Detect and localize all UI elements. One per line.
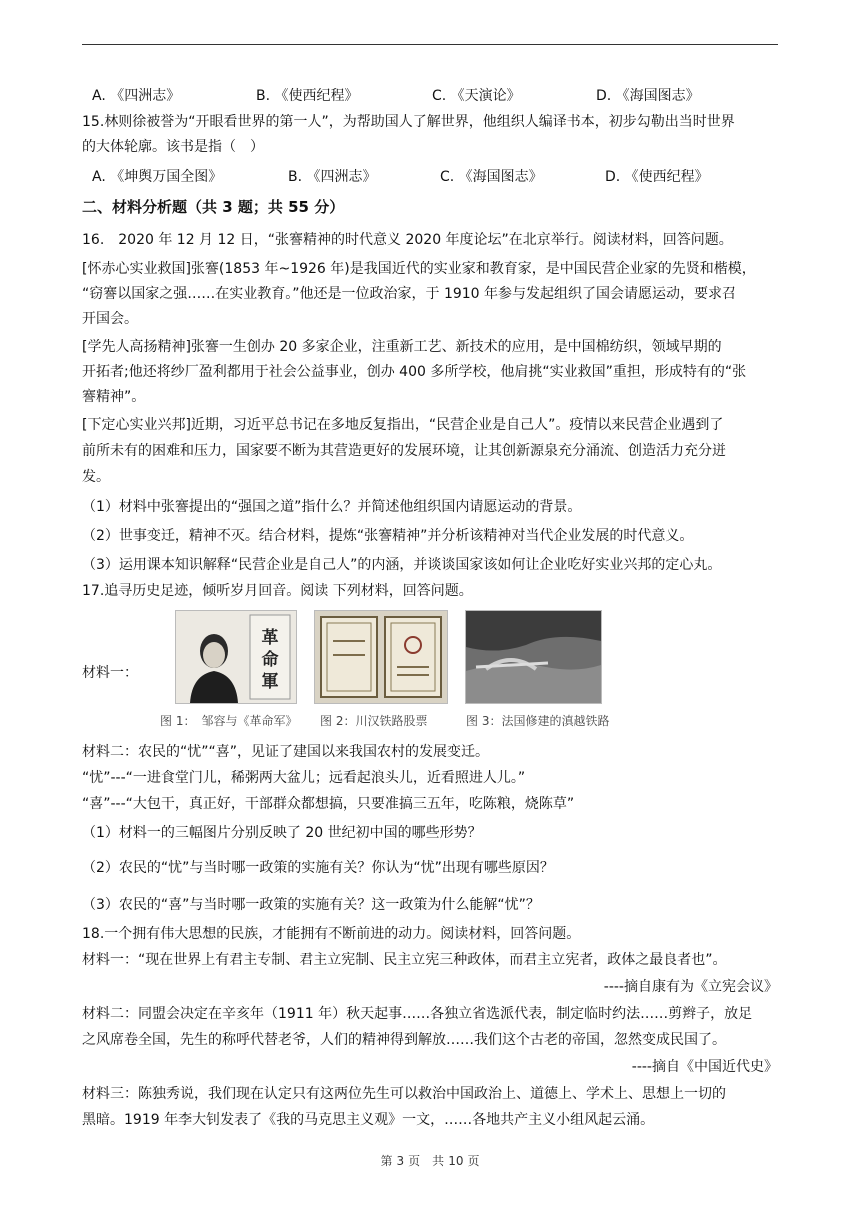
- footer-suffix: 页: [467, 1154, 480, 1168]
- q16-line: 前所未有的困难和压力，国家要不断为其营造更好的发展环境，让其创新源泉充分涌流、创造活力充分迸: [82, 443, 726, 459]
- stock-certificate-image: [315, 611, 447, 703]
- q16-question-2: （2）世事变迁，精神不灭。结合材料，提炼“张謇精神”并分析该精神对当代企业发展的时代意义。: [82, 528, 694, 544]
- figure-1-caption: 图 1： 邹容与《革命军》: [160, 714, 298, 728]
- page-number: 3: [396, 1154, 405, 1168]
- q18-material-2-line-2: 之风席卷全国，先生的称呼代替老爷，人们的精神得到解放……我们这个古老的帝国，忽然变成民国了。: [82, 1032, 726, 1048]
- footer-middle: 页 共: [408, 1154, 445, 1168]
- railway-photo-image: [466, 611, 601, 703]
- q15-stem-line-2: 的大体轮廓。该书是指（ ）: [82, 139, 264, 155]
- total-pages: 10: [448, 1154, 464, 1168]
- q16-line: “窃謇以国家之强……在实业教育。”他还是一位政治家，于 1910 年参与发起组织了国会请愿运动，要求召: [82, 286, 737, 302]
- q18-material-1: 材料一：“现在世界上有君主专制、君主立宪制、民主立宪三种政体，而君主立宪者，政体之最良者也”。: [82, 952, 727, 968]
- q15-option-d: D. 《使西纪程》: [605, 169, 709, 185]
- figure-2-caption: 图 2：川汉铁路股票: [320, 714, 428, 728]
- q14-option-b: B. 《使西纪程》: [256, 88, 359, 104]
- q18-material-3-line-2: 黑暗。1919 年李大钊发表了《我的马克思主义观》一文，……各地共产主义小组风起云涌。: [82, 1112, 655, 1128]
- q18-stem: 18.一个拥有伟大思想的民族，才能拥有不断前进的动力。阅读材料，回答问题。: [82, 926, 581, 942]
- q18-material-2-line-1: 材料二：同盟会决定在辛亥年（1911 年）秋天起事……各独立省选派代表，制定临时约法……剪辫子，放足: [82, 1006, 753, 1022]
- section-2-title: 二、材料分析题（共 3 题；共 55 分）: [82, 198, 345, 216]
- q18-material-2-source: ----摘自《中国近代史》: [631, 1059, 778, 1075]
- q16-line: 开国会。: [82, 311, 138, 327]
- figure-zou-rong-revolutionary-army: [175, 610, 297, 704]
- figure-3-caption: 图 3：法国修建的滇越铁路: [466, 714, 610, 728]
- q16-line: 16. 2020 年 12 月 12 日，“张謇精神的时代意义 2020 年度论坛”在北京举行。阅读材料，回答问题。: [82, 232, 733, 248]
- q16-line: [下定心实业兴邦]近期，习近平总书记在多地反复指出，“民营企业是自己人”。疫情以来民营企业遇到了: [82, 417, 724, 433]
- q16-line: 发。: [82, 469, 110, 485]
- q17-stem: 17.追寻历史足迹，倾听岁月回音。阅读 下列材料，回答问题。: [82, 583, 473, 599]
- q17-question-1: （1）材料一的三幅图片分别反映了 20 世纪初中国的哪些形势？: [82, 825, 482, 841]
- page-footer: [0, 1152, 860, 1169]
- book-cover-title: 革命軍: [261, 628, 279, 692]
- q17-question-3: （3）农民的“喜”与当时哪一政策的实施有关？这一政策为什么能解“忧”？: [82, 897, 540, 913]
- q15-option-c: C. 《海国图志》: [440, 169, 543, 185]
- q17-question-2: （2）农民的“忧”与当时哪一政策的实施有关？你认为“忧”出现有哪些原因？: [82, 860, 554, 876]
- q14-option-a: A. 《四洲志》: [92, 88, 181, 104]
- q15-option-b: B. 《四洲志》: [288, 169, 377, 185]
- q17-material-1-label: 材料一：: [82, 665, 138, 681]
- q16-line: 謇精神”。: [82, 389, 146, 405]
- q17-line: 材料二：农民的“忧”“喜”，见证了建国以来我国农村的发展变迁。: [82, 744, 490, 760]
- q16-line: [怀赤心实业救国]张謇(1853 年~1926 年)是我国近代的实业家和教育家，是中国民营企业家的先贤和楷模，: [82, 261, 756, 277]
- q17-line: “喜”---“大包干，真正好，干部群众都想搞，只要准搞三五年，吃陈粮，烧陈草”: [82, 796, 575, 812]
- q18-material-3-line-1: 材料三：陈独秀说，我们现在认定只有这两位先生可以救治中国政治上、道德上、学术上、思想上一切的: [82, 1086, 726, 1102]
- footer-prefix: 第: [380, 1154, 393, 1168]
- q14-option-d: D. 《海国图志》: [596, 88, 700, 104]
- q18-material-1-source: ----摘自康有为《立宪会议》: [603, 979, 778, 995]
- q16-line: [学先人高扬精神]张謇一生创办 20 多家企业，注重新工艺、新技术的应用，是中国棉纺织，领域早期的: [82, 339, 722, 355]
- q15-stem-line-1: 15.林则徐被誉为“开眼看世界的第一人”，为帮助国人了解世界，他组织人编译书本，初步勾勒出当时世界: [82, 114, 735, 130]
- q16-question-1: （1）材料中张謇提出的“强国之道”指什么？并简述他组织国内请愿运动的背景。: [82, 499, 582, 515]
- figure-railway-stock: [314, 610, 448, 704]
- q15-option-a: A. 《坤舆万国全图》: [92, 169, 223, 185]
- q17-line: “忧”---“一进食堂门儿，稀粥两大盆儿；远看起浪头儿，近看照进人儿。”: [82, 770, 526, 786]
- q14-option-c: C. 《天演论》: [432, 88, 521, 104]
- q16-line: 开拓者;他还将纱厂盈利都用于社会公益事业，创办 400 多所学校，他肩挑“实业救国”重担，形成特有的“张: [82, 364, 747, 380]
- q16-question-3: （3）运用课本知识解释“民营企业是自己人”的内涵，并谈谈国家该如何让企业吃好实业兴邦的定心丸。: [82, 557, 722, 573]
- header-rule: [82, 44, 778, 45]
- figure-yunnan-vietnam-railway: [465, 610, 602, 704]
